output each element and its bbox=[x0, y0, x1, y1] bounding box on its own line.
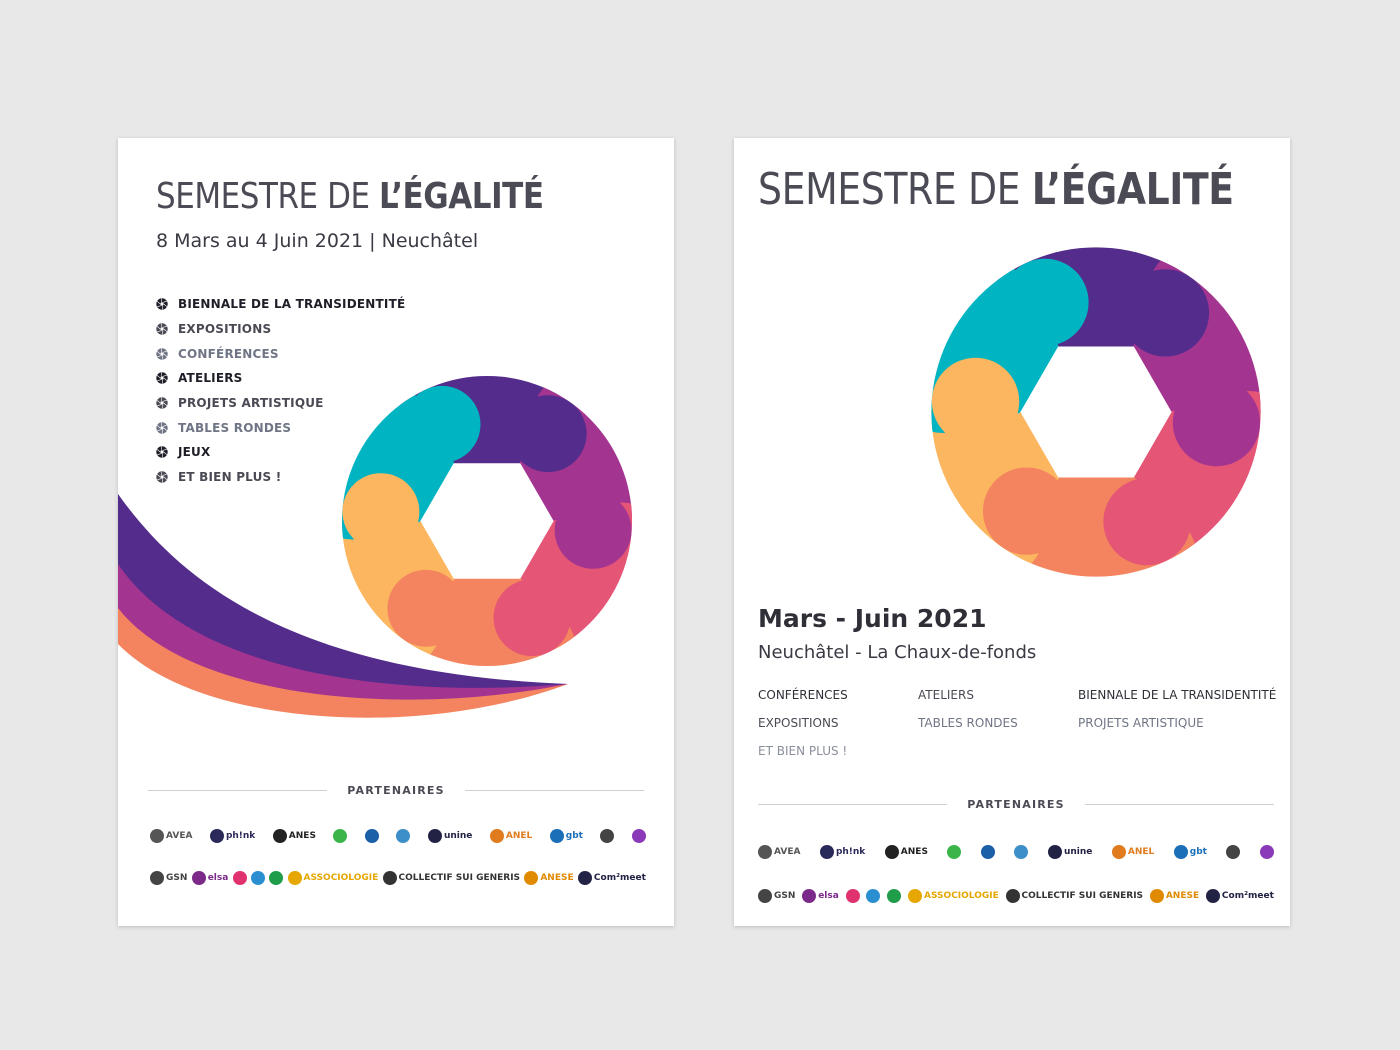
event-item bbox=[156, 292, 405, 317]
aperture-blade-lobe bbox=[1173, 379, 1260, 466]
partner-logo bbox=[150, 829, 192, 843]
partner-logo-mark-icon bbox=[269, 871, 283, 885]
divider bbox=[465, 790, 644, 791]
partner-logo-mark-icon bbox=[1260, 845, 1274, 859]
aperture-bullet-icon bbox=[156, 323, 168, 335]
partner-logo-name: ANESE bbox=[1165, 891, 1200, 901]
partner-logo-mark-icon bbox=[273, 829, 287, 843]
partner-logo-name: gbt bbox=[565, 831, 583, 841]
aperture-logo bbox=[339, 373, 635, 669]
partner-logo bbox=[428, 829, 472, 843]
partner-logo bbox=[578, 871, 646, 885]
event-label: BIENNALE DE LA TRANSIDENTITÉ bbox=[178, 297, 406, 312]
partner-logo-mark-icon bbox=[1150, 889, 1164, 903]
aperture-bullet-icon bbox=[156, 348, 168, 360]
partner-logo-name: elsa bbox=[207, 873, 229, 883]
partner-logo-mark-icon bbox=[981, 845, 995, 859]
partner-logo-name: unine bbox=[1063, 847, 1093, 857]
partner-logo-mark-icon bbox=[600, 829, 614, 843]
partner-logo bbox=[908, 889, 999, 903]
divider bbox=[758, 804, 947, 805]
partner-logo-name: ANES bbox=[288, 831, 316, 841]
partner-logo-mark-icon bbox=[550, 829, 564, 843]
partner-logo-mark-icon bbox=[288, 871, 302, 885]
aperture-blade-lobe bbox=[494, 579, 571, 656]
partner-logo-mark-icon bbox=[251, 871, 265, 885]
partner-logo-name: gbt bbox=[1189, 847, 1207, 857]
aperture-bullet-icon bbox=[156, 422, 168, 434]
partner-logo bbox=[1206, 889, 1274, 903]
partner-logo bbox=[981, 845, 995, 859]
partner-logo-name: ANEL bbox=[1127, 847, 1155, 857]
partner-logo bbox=[885, 845, 928, 859]
aperture-center bbox=[1052, 374, 1139, 450]
aperture-blade-lobe bbox=[1103, 478, 1190, 565]
partner-logo-name: elsa bbox=[818, 891, 839, 901]
partner-logo-mark-icon bbox=[192, 871, 206, 885]
partner-logo bbox=[550, 829, 583, 843]
partner-logo bbox=[524, 871, 573, 885]
partner-logo bbox=[192, 871, 229, 885]
partner-logo bbox=[490, 829, 532, 843]
title-bold: L’ÉGALITÉ bbox=[1031, 164, 1234, 215]
partner-logo-name: Com²meet bbox=[1221, 891, 1274, 901]
aperture-center bbox=[449, 488, 526, 555]
partner-logo-mark-icon bbox=[947, 845, 961, 859]
partner-logo bbox=[269, 871, 283, 885]
event-label: PROJETS ARTISTIQUE bbox=[178, 396, 324, 411]
event-label: CONFÉRENCES bbox=[178, 346, 279, 361]
aperture-blade-lobe bbox=[983, 467, 1070, 554]
partner-logo-name: ANESE bbox=[540, 873, 574, 883]
event-label: ET BIEN PLUS ! bbox=[178, 470, 282, 485]
partner-logo bbox=[365, 829, 379, 843]
partners-label: PARTENAIRES bbox=[347, 784, 445, 797]
partner-logo-mark-icon bbox=[383, 871, 397, 885]
partner-logo-name: COLLECTIF SUI GENERIS bbox=[1021, 891, 1144, 901]
partner-logo-mark-icon bbox=[578, 871, 592, 885]
partner-logo-name: AVEA bbox=[166, 831, 193, 841]
poster-right bbox=[734, 138, 1290, 926]
aperture-bullet-icon bbox=[156, 446, 168, 458]
partner-logo bbox=[1112, 845, 1154, 859]
aperture-blade-lobe bbox=[387, 570, 464, 647]
event-item: CONFÉRENCES bbox=[758, 688, 848, 702]
event-dates: Mars - Juin 2021 bbox=[758, 604, 987, 633]
partner-logo bbox=[866, 889, 880, 903]
partner-logo bbox=[1260, 845, 1274, 859]
aperture-blade-lobe bbox=[510, 395, 587, 472]
event-item: ET BIEN PLUS ! bbox=[758, 744, 848, 758]
partner-logo bbox=[273, 829, 316, 843]
partner-logo-mark-icon bbox=[396, 829, 410, 843]
partner-logo-mark-icon bbox=[887, 889, 901, 903]
partner-logo-name: COLLECTIF SUI GENERIS bbox=[398, 873, 521, 883]
partner-logo-name: unine bbox=[443, 831, 473, 841]
partner-logo bbox=[233, 871, 247, 885]
partner-logo-mark-icon bbox=[524, 871, 538, 885]
partner-logo bbox=[288, 871, 379, 885]
partners-label: PARTENAIRES bbox=[967, 798, 1065, 811]
partner-logo bbox=[396, 829, 410, 843]
partners-header bbox=[758, 798, 1274, 811]
partner-logo-mark-icon bbox=[632, 829, 646, 843]
partner-logo-mark-icon bbox=[150, 871, 164, 885]
event-item: EXPOSITIONS bbox=[758, 716, 839, 730]
partner-logo-mark-icon bbox=[490, 829, 504, 843]
partner-logo-mark-icon bbox=[1112, 845, 1126, 859]
event-item: BIENNALE DE LA TRANSIDENTITÉ bbox=[1078, 688, 1277, 702]
partner-logos-row-2 bbox=[150, 864, 646, 892]
event-item: TABLES RONDES bbox=[918, 716, 1018, 730]
partner-logo bbox=[333, 829, 347, 843]
partner-logo bbox=[1006, 889, 1144, 903]
partner-logo-mark-icon bbox=[866, 889, 880, 903]
partner-logo bbox=[947, 845, 961, 859]
partner-logo-name: ANEL bbox=[505, 831, 533, 841]
partner-logo-name: ASSOCIOLOGIE bbox=[303, 873, 379, 883]
event-label: TABLES RONDES bbox=[178, 420, 292, 435]
poster-title bbox=[758, 164, 1234, 215]
partner-logo-mark-icon bbox=[1226, 845, 1240, 859]
partner-logo-mark-icon bbox=[233, 871, 247, 885]
partner-logo-name: ph!nk bbox=[225, 831, 256, 841]
partner-logo-mark-icon bbox=[428, 829, 442, 843]
partner-logo-mark-icon bbox=[210, 829, 224, 843]
partner-logo-mark-icon bbox=[758, 889, 772, 903]
partner-logo-name: AVEA bbox=[774, 847, 801, 857]
partner-logo bbox=[758, 845, 800, 859]
title-regular: SEMESTRE DE bbox=[758, 164, 1032, 215]
partner-logo bbox=[1226, 845, 1240, 859]
aperture-blade-lobe bbox=[932, 358, 1019, 445]
aperture-logo bbox=[928, 244, 1264, 580]
aperture-blade-lobe bbox=[342, 473, 419, 550]
aperture-blade-lobe bbox=[404, 386, 481, 463]
partner-logos-row-2 bbox=[758, 882, 1274, 910]
event-label: ATELIERS bbox=[178, 371, 243, 386]
partner-logo-mark-icon bbox=[846, 889, 860, 903]
partner-logo bbox=[383, 871, 521, 885]
event-label: EXPOSITIONS bbox=[178, 322, 272, 337]
partners-header bbox=[148, 784, 644, 797]
partner-logo bbox=[1014, 845, 1028, 859]
partner-logo bbox=[802, 889, 839, 903]
partner-logo-mark-icon bbox=[1006, 889, 1020, 903]
partner-logo bbox=[251, 871, 265, 885]
partner-logo-mark-icon bbox=[802, 889, 816, 903]
partner-logo-name: Com²meet bbox=[593, 873, 646, 883]
partner-logo-mark-icon bbox=[758, 845, 772, 859]
partner-logo-mark-icon bbox=[885, 845, 899, 859]
partner-logo bbox=[1048, 845, 1092, 859]
partner-logo-mark-icon bbox=[820, 845, 834, 859]
poster-title bbox=[156, 176, 544, 217]
event-item: PROJETS ARTISTIQUE bbox=[1078, 716, 1204, 730]
aperture-blade-lobe bbox=[1001, 259, 1088, 346]
partner-logo bbox=[846, 889, 860, 903]
aperture-bullet-icon bbox=[156, 397, 168, 409]
event-item bbox=[156, 317, 405, 342]
partner-logo bbox=[600, 829, 614, 843]
partner-logo-mark-icon bbox=[1014, 845, 1028, 859]
partner-logo-name: GSN bbox=[166, 873, 188, 883]
partner-logo-mark-icon bbox=[1206, 889, 1220, 903]
partner-logo-mark-icon bbox=[333, 829, 347, 843]
title-bold: L’ÉGALITÉ bbox=[379, 176, 544, 217]
partner-logo bbox=[210, 829, 255, 843]
partner-logo bbox=[758, 889, 795, 903]
event-item: ATELIERS bbox=[918, 688, 974, 702]
partner-logo bbox=[1150, 889, 1199, 903]
partner-logos-row-1 bbox=[150, 822, 646, 850]
partner-logos-row-1 bbox=[758, 838, 1274, 866]
partner-logo-mark-icon bbox=[1048, 845, 1062, 859]
aperture-blade-lobe bbox=[1122, 269, 1209, 356]
partner-logo bbox=[887, 889, 901, 903]
partner-logo-mark-icon bbox=[150, 829, 164, 843]
partner-logo-name: GSN bbox=[774, 891, 796, 901]
partner-logo bbox=[632, 829, 646, 843]
divider bbox=[148, 790, 327, 791]
aperture-bullet-icon bbox=[156, 372, 168, 384]
event-places: Neuchâtel - La Chaux-de-fonds bbox=[758, 642, 1037, 663]
partner-logo bbox=[1174, 845, 1207, 859]
partner-logo-mark-icon bbox=[1174, 845, 1188, 859]
partner-logo bbox=[150, 871, 187, 885]
partner-logo-name: ph!nk bbox=[835, 847, 866, 857]
title-regular: SEMESTRE DE bbox=[156, 176, 380, 217]
poster-left bbox=[118, 138, 674, 926]
event-item bbox=[156, 341, 405, 366]
partner-logo bbox=[820, 845, 865, 859]
partner-logo-name: ANES bbox=[900, 847, 928, 857]
partner-logo-mark-icon bbox=[365, 829, 379, 843]
aperture-blade-lobe bbox=[555, 492, 632, 569]
aperture-bullet-icon bbox=[156, 298, 168, 310]
event-label: JEUX bbox=[178, 445, 211, 460]
partner-logo-name: ASSOCIOLOGIE bbox=[924, 891, 999, 901]
poster-subtitle: 8 Mars au 4 Juin 2021 | Neuchâtel bbox=[156, 230, 479, 252]
divider bbox=[1085, 804, 1274, 805]
partner-logo-mark-icon bbox=[908, 889, 922, 903]
